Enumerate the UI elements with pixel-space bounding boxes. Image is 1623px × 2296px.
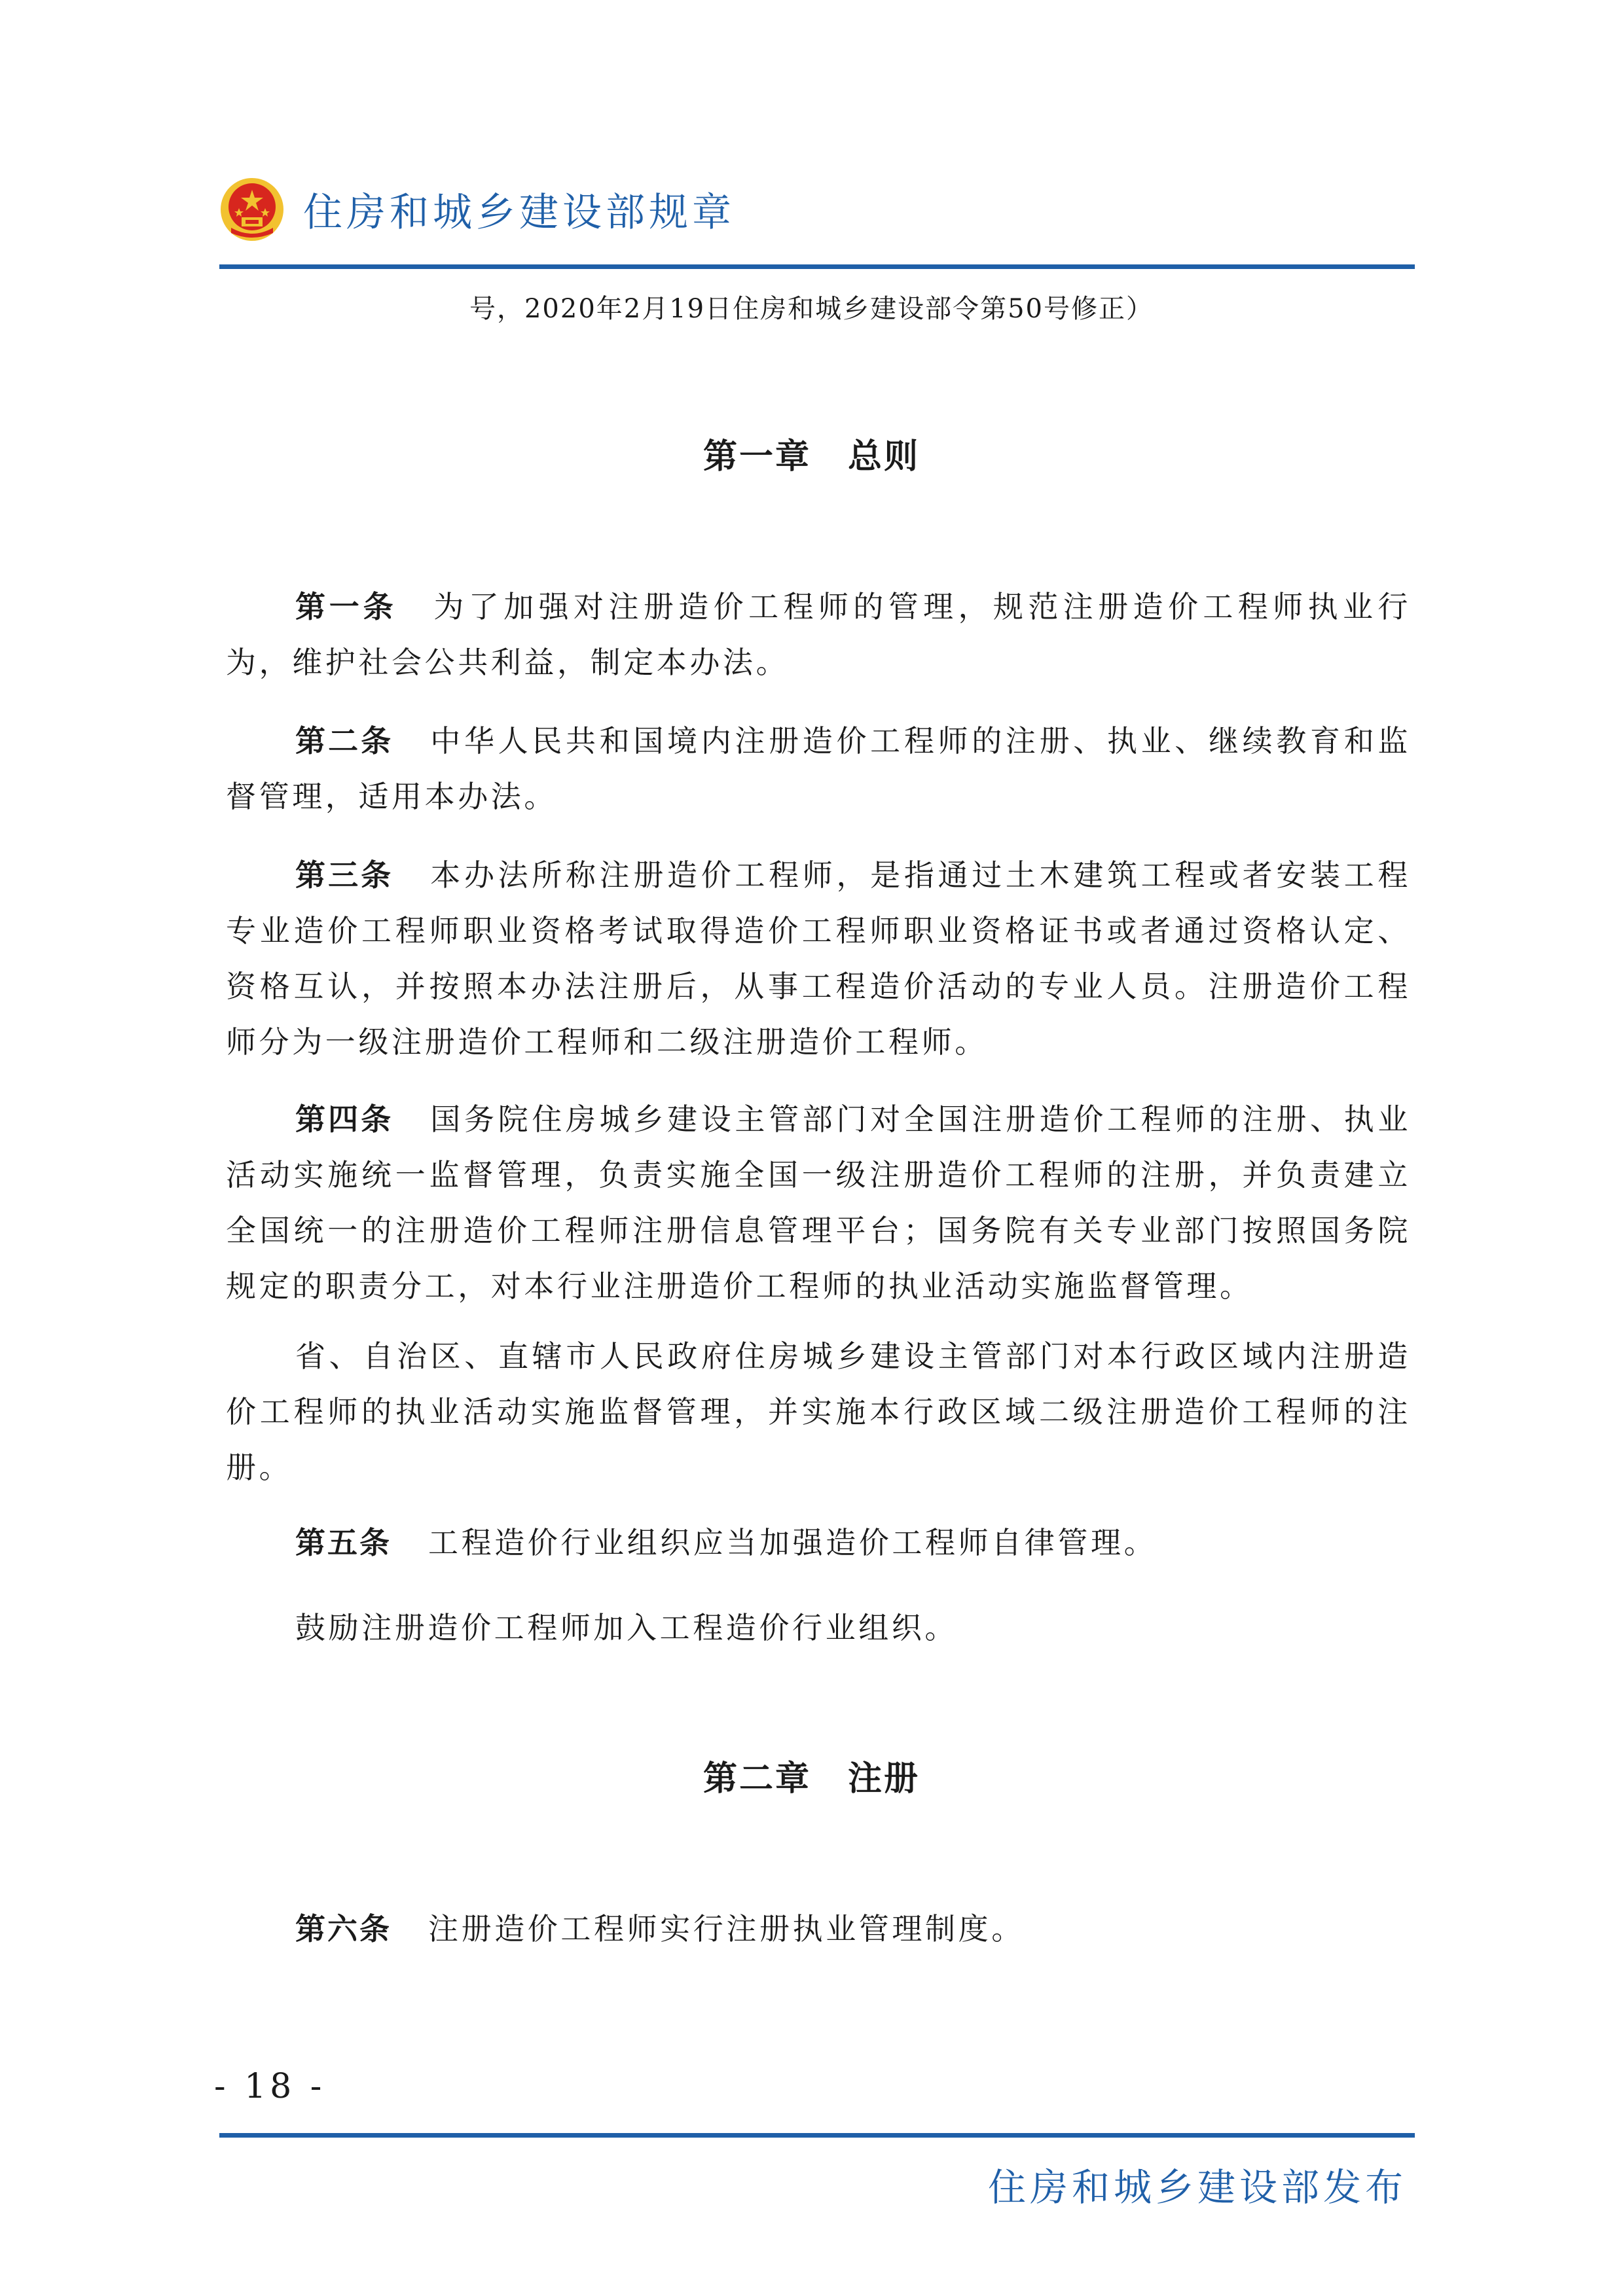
article-number: 第一条	[295, 589, 397, 624]
article-number: 第五条	[295, 1525, 392, 1560]
article-paragraph	[226, 579, 1411, 691]
article-text: 鼓励注册造价工程师加入工程造价行业组织。	[295, 1610, 958, 1645]
chapter-number: 第二章	[702, 1759, 811, 1799]
footer-publisher: 住房和城乡建设部发布	[987, 2165, 1407, 2210]
article-text: 注册造价工程师实行注册执业管理制度。	[428, 1911, 1025, 1946]
chapter-number: 第一章	[702, 437, 811, 476]
chapter-heading	[0, 1751, 1623, 1800]
article-text: 工程造价行业组织应当加强造价工程师自律管理。	[428, 1525, 1158, 1560]
page-number: - 18 -	[214, 2067, 326, 2106]
article-paragraph	[226, 1092, 1411, 1314]
article-text: 本办法所称注册造价工程师，是指通过土木建筑工程或者安装工程专业造价工程师职业资格考试取得造价工程师职业资格证书或者通过资格认定、资格互认，并按照本办法注册后，从事工程造价活动的专业人员。注册造价工程师分为一级注册造价工程师和二级注册造价工程师。	[226, 857, 1412, 1060]
article-paragraph	[226, 848, 1411, 1070]
article-paragraph	[226, 1329, 1411, 1496]
footer-rule	[219, 2133, 1415, 2138]
article-number: 第四条	[295, 1102, 394, 1137]
chapter-name: 总则	[848, 437, 921, 476]
article-text: 为了加强对注册造价工程师的管理，规范注册造价工程师执业行为，维护社会公共利益，制定本办法。	[226, 589, 1411, 680]
article-number: 第三条	[295, 857, 394, 893]
article-paragraph	[226, 1600, 1411, 1656]
article-paragraph	[226, 1901, 1411, 1957]
chapter-heading	[0, 429, 1623, 478]
article-paragraph	[226, 1515, 1411, 1571]
page-header	[219, 177, 735, 242]
header-title: 住房和城乡建设部规章	[303, 190, 735, 236]
header-rule	[219, 264, 1415, 269]
article-text: 中华人民共和国境内注册造价工程师的注册、执业、继续教育和监督管理，适用本办法。	[226, 723, 1412, 814]
chapter-name: 注册	[848, 1759, 921, 1799]
continuation-text: 号，2020年2月19日住房和城乡建设部令第50号修正）	[469, 294, 1154, 324]
article-text: 省、自治区、直辖市人民政府住房城乡建设主管部门对本行政区域内注册造价工程师的执业活动实施监督管理，并实施本行政区域二级注册造价工程师的注册。	[226, 1338, 1411, 1485]
national-emblem-icon	[219, 177, 285, 242]
article-text: 国务院住房城乡建设主管部门对全国注册造价工程师的注册、执业活动实施统一监督管理，负责实施全国一级注册造价工程师的注册，并负责建立全国统一的注册造价工程师注册信息管理平台；国务院有关专业部门按照国务院规定的职责分工，对本行业注册造价工程师的执业活动实施监督管理。	[226, 1102, 1412, 1304]
article-number: 第六条	[295, 1911, 392, 1946]
article-number: 第二条	[295, 723, 394, 759]
article-paragraph	[226, 713, 1411, 825]
